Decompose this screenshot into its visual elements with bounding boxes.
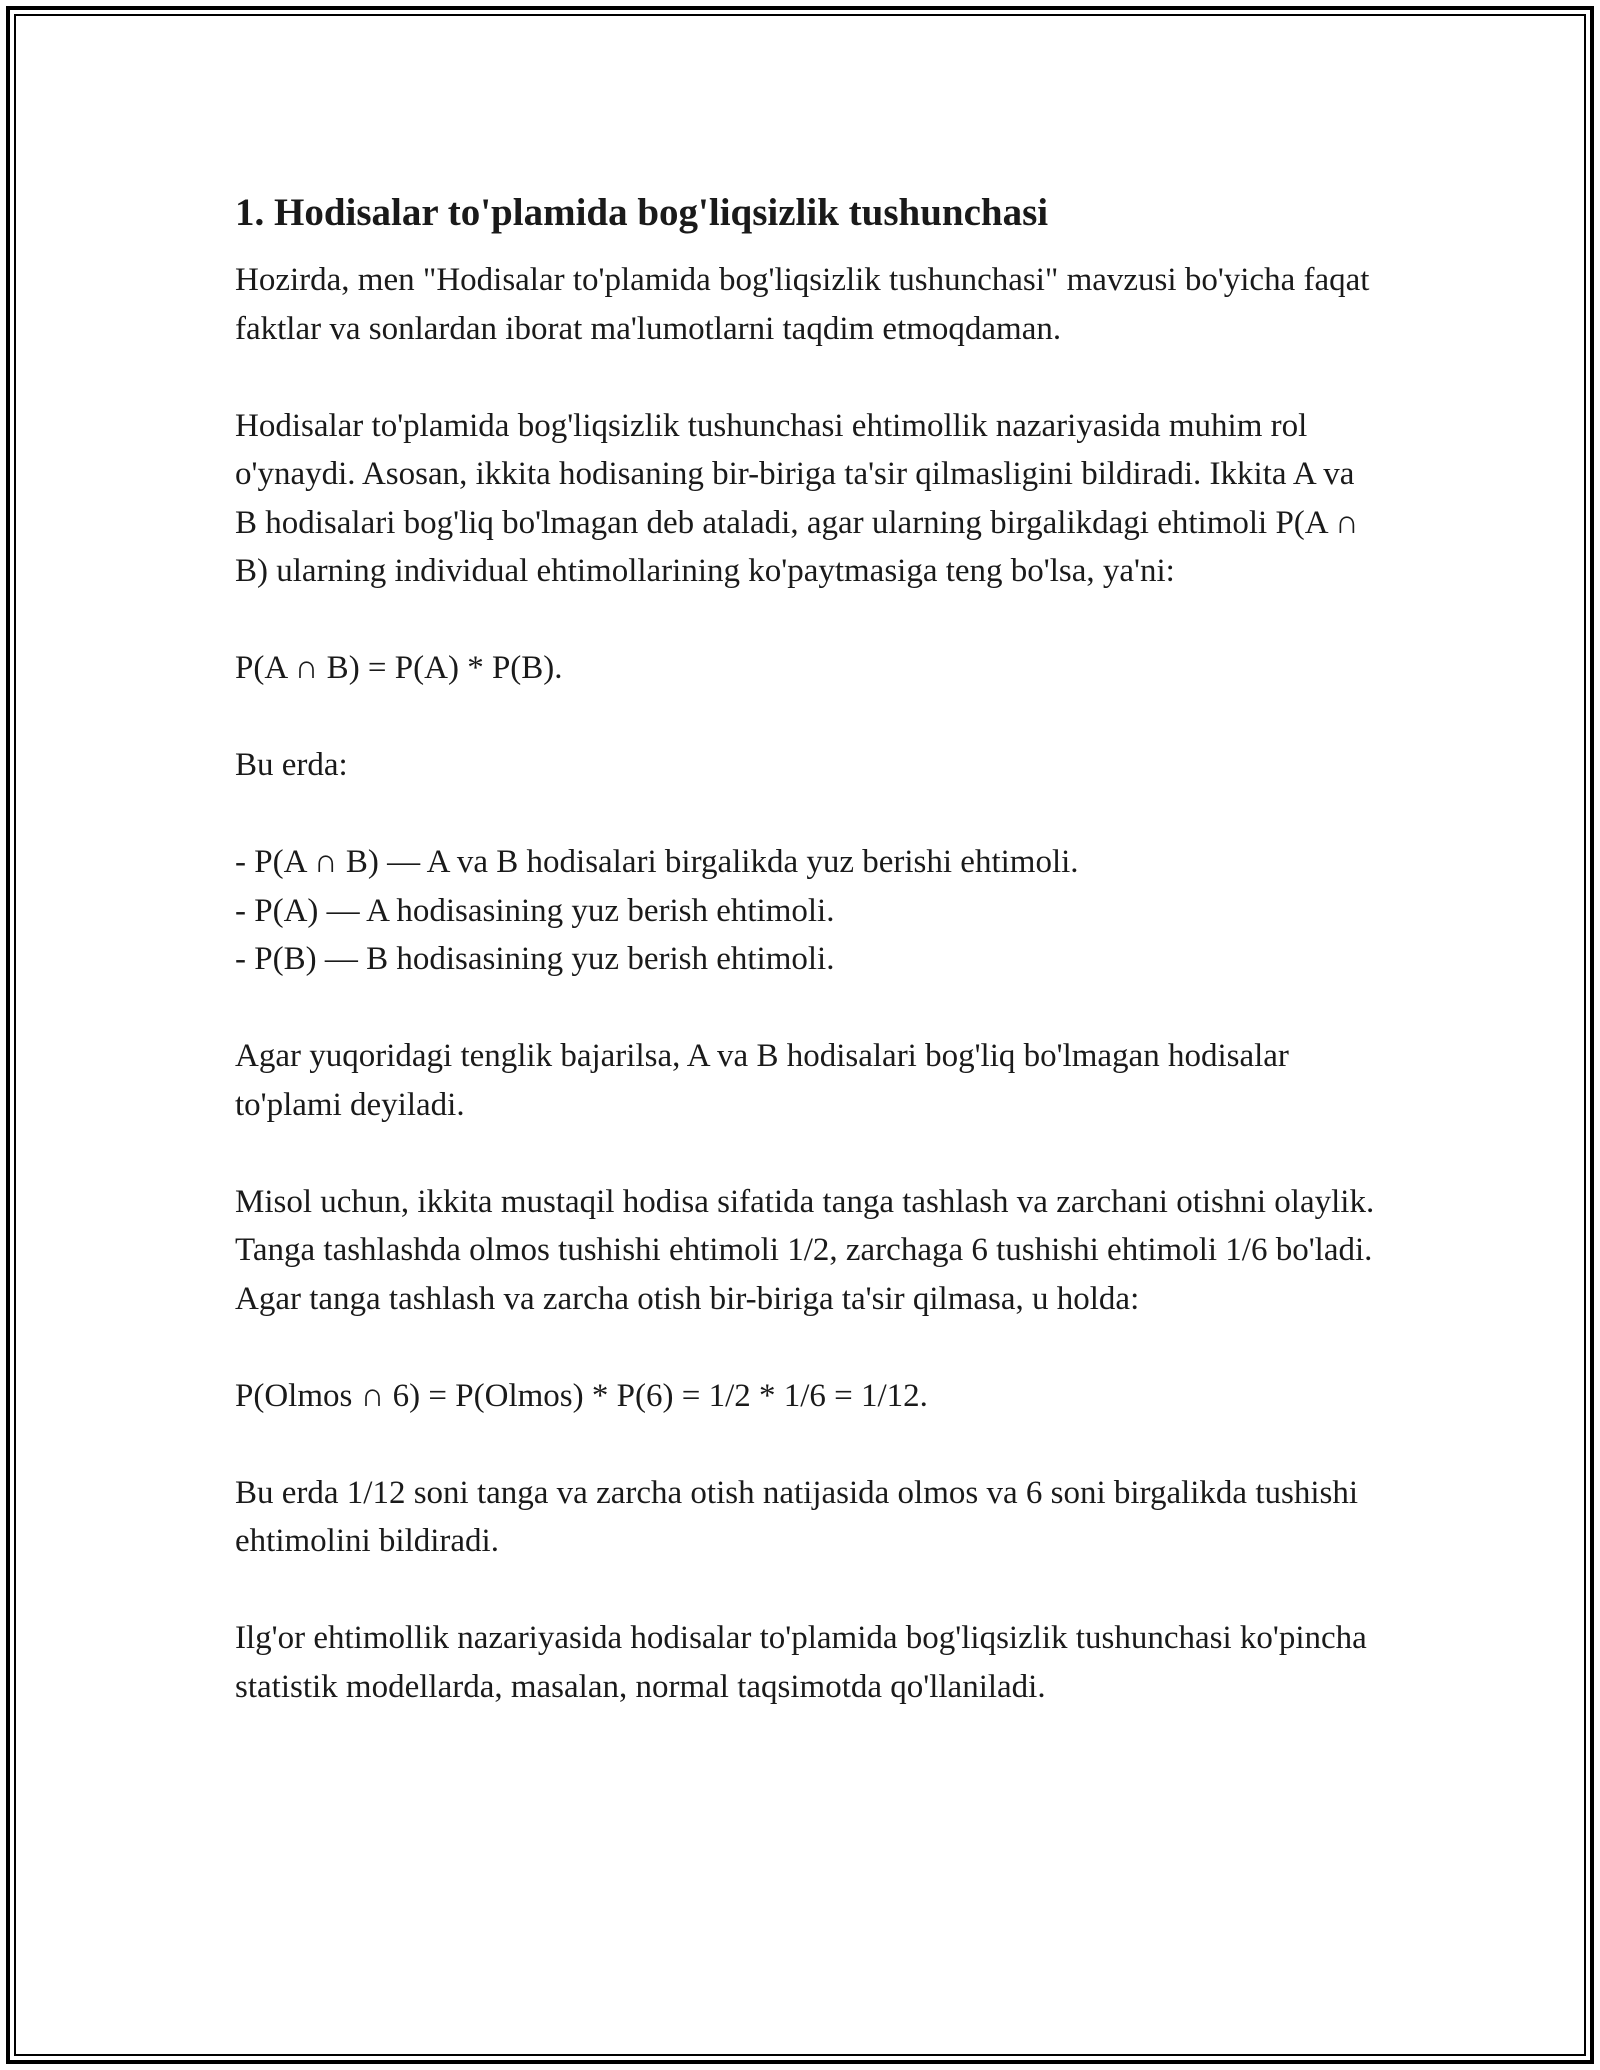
example-paragraph: Misol uchun, ikkita mustaqil hodisa sifatida tanga tashlash va zarchani otishni olaylik. Tanga tashlashda olmos tushishi ehtimoli 1/2, zarchaga 6 tushishi ehtimoli 1/6 bo'ladi. Agar tanga tashlash va zarcha otish bir-biriga ta'sir qilmasa, u holda: [235, 1183, 1375, 1317]
independence-formula: P(A ∩ B) = P(A) * P(B). [235, 650, 563, 686]
document-body [235, 186, 1375, 1760]
intro-paragraph: Hozirda, men "Hodisalar to'plamida bog'liqsizlik tushunchasi" mavzusi bo'yicha faqat faktlar va sonlardan iborat ma'lumotlarni taqdim etmoqdaman. [235, 262, 1370, 347]
list-item: - P(A ∩ B) — A va B hodisalari birgalikda yuz berishi ehtimoli. [235, 844, 1079, 880]
list-item: - P(A) — A hodisasining yuz berish ehtimoli. [235, 892, 835, 929]
list-item: - P(B) — B hodisasining yuz berish ehtimoli. [235, 941, 835, 977]
section-heading: 1. Hodisalar to'plamida bog'liqsizlik tushunchasi [235, 191, 1049, 234]
term-definition-list [235, 838, 1375, 984]
definition-paragraph: Hodisalar to'plamida bog'liqsizlik tushunchasi ehtimollik nazariyasida muhim rol o'ynaydi. Asosan, ikkita hodisaning bir-biriga ta'sir qilmasligini bildiradi. Ikkita A va B hodisalari bog'liq bo'lmagan deb ataladi, agar ularning birgalikdagi ehtimoli P(A ∩ B) ularning individual ehtimollarining ko'paytmasiga teng bo'lsa, ya'ni: [235, 407, 1359, 589]
conclusion-paragraph: Agar yuqoridagi tenglik bajarilsa, A va B hodisalari bog'liq bo'lmagan hodisalar to'plami deyiladi. [235, 1038, 1289, 1123]
example-formula: P(Olmos ∩ 6) = P(Olmos) * P(6) = 1/2 * 1/6 = 1/12. [235, 1377, 928, 1414]
example-explanation-paragraph: Bu erda 1/12 soni tanga va zarcha otish natijasida olmos va 6 soni birgalikda tushishi ehtimolini bildiradi. [235, 1474, 1359, 1559]
where-label: Bu erda: [235, 747, 348, 783]
closing-paragraph: Ilg'or ehtimollik nazariyasida hodisalar to'plamida bog'liqsizlik tushunchasi ko'pincha statistik modellarda, masalan, normal taqsimotda qo'llaniladi. [235, 1620, 1367, 1705]
